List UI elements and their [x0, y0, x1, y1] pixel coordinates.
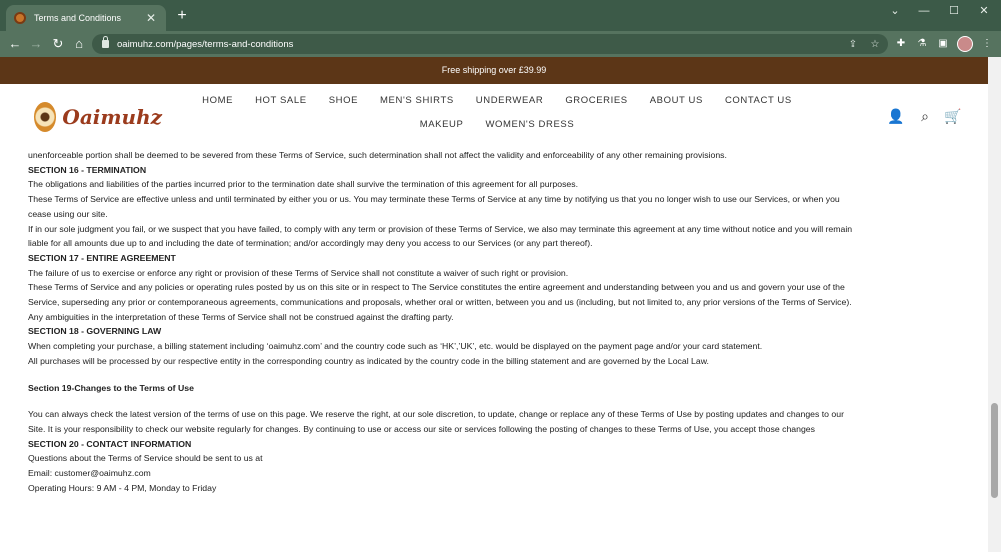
terms-content — [28, 148, 958, 495]
extensions-puzzle-icon[interactable]: ✚ — [896, 38, 906, 49]
paragraph: All purchases will be processed by our respective entity in the corresponding country as indicated by the country code in the billing statement and are governed by the Local Law. — [28, 355, 709, 366]
paragraph: Site. It is your responsibility to check our website regularly for changes. By continuing to use or access our site or services following the posting of changes to these Terms of Use, you accept those changes — [28, 423, 815, 434]
paragraph: Questions about the Terms of Service should be sent to us at — [28, 453, 263, 464]
announcement-bar: Free shipping over £39.99 — [0, 57, 988, 84]
paragraph: cease using our site. — [28, 208, 108, 219]
side-panel-icon[interactable]: ▣ — [938, 38, 948, 49]
forward-arrow-icon[interactable]: → — [29, 36, 43, 51]
paragraph: These Terms of Service are effective unless and until terminated by either you or us. You may terminate these Terms of Service at any time by notifying us that you no longer wish to use our Services, or when you — [28, 194, 840, 205]
nav-hot-sale[interactable]: HOT SALE — [255, 95, 307, 106]
browser-toolbar — [0, 31, 1001, 57]
nav-makeup[interactable]: MAKEUP — [419, 119, 464, 130]
main-navigation — [172, 94, 822, 132]
section-18-heading: SECTION 18 - GOVERNING LAW — [28, 326, 162, 337]
section-19-heading: Section 19-Changes to the Terms of Use — [28, 382, 194, 393]
nav-womens-dress[interactable]: WOMEN'S DRESS — [485, 119, 575, 130]
site-logo[interactable] — [34, 102, 162, 132]
site-header — [0, 84, 988, 148]
paragraph: The failure of us to exercise or enforce any right or provision of these Terms of Service shall not constitute a waiver of such right or provision. — [28, 267, 569, 278]
bookmark-star-icon[interactable]: ☆ — [870, 39, 880, 50]
paragraph: liable for all amounts due up to and including the date of termination; and/or accordingly may deny you access to our Services (or any part thereof). — [28, 238, 593, 249]
browser-menu-icon[interactable]: ⋮ — [982, 38, 992, 49]
scrollbar-thumb[interactable] — [991, 403, 998, 498]
nav-groceries[interactable]: GROCERIES — [565, 95, 628, 106]
section-20-heading: SECTION 20 - CONTACT INFORMATION — [28, 438, 192, 449]
minimize-button[interactable]: — — [918, 5, 930, 17]
section-17-heading: SECTION 17 - ENTIRE AGREEMENT — [28, 252, 176, 263]
lock-icon[interactable] — [102, 40, 109, 48]
nav-about-us[interactable]: ABOUT US — [649, 95, 703, 106]
account-icon[interactable]: 👤 — [887, 108, 905, 124]
address-bar[interactable] — [92, 34, 888, 54]
search-icon[interactable]: ⌕ — [921, 108, 929, 124]
logo-sun-icon — [34, 102, 56, 132]
flask-icon[interactable]: ⚗ — [917, 38, 927, 49]
tab-close-icon[interactable]: ✕ — [145, 11, 157, 25]
contact-email: Email: customer@oaimuhz.com — [28, 468, 151, 479]
operating-hours: Operating Hours: 9 AM - 4 PM, Monday to Friday — [28, 482, 217, 493]
paragraph: Service, superseding any prior or contemporaneous agreements, communications and proposals, whether oral or written, between you and us (including, but not limited to, any prior versions of the Terms of Service). — [28, 297, 852, 308]
logo-text: Oaimuhz — [62, 105, 162, 129]
url-text[interactable]: oaimuhz.com/pages/terms-and-conditions — [117, 38, 294, 50]
nav-shoe[interactable]: SHOE — [328, 95, 359, 106]
home-icon[interactable]: ⌂ — [75, 36, 83, 51]
paragraph: You can always check the latest version of the terms of use on this page. We reserve the right, at our sole discretion, to update, change or replace any of these Terms of Use by posting updates and changes to our — [28, 409, 844, 420]
window-close-button[interactable]: ✕ — [979, 5, 989, 17]
section-16-heading: SECTION 16 - TERMINATION — [28, 164, 147, 175]
profile-avatar[interactable] — [957, 36, 973, 52]
new-tab-button[interactable]: + — [177, 7, 187, 24]
tab-search-chevron-icon[interactable]: ⌄ — [890, 5, 900, 17]
paragraph: These Terms of Service and any policies or operating rules posted by us on this site or in respect to The Service constitutes the entire agreement and understanding between you and us and govern your use of the — [28, 282, 845, 293]
page-scrollbar[interactable] — [988, 57, 1001, 552]
browser-tab[interactable] — [6, 5, 166, 31]
nav-home[interactable]: HOME — [202, 95, 234, 106]
paragraph: unenforceable portion shall be deemed to be severed from these Terms of Service, such determination shall not affect the validity and enforceability of any other remaining provisions. — [28, 150, 727, 160]
paragraph: Any ambiguities in the interpretation of these Terms of Service shall not be construed against the drafting party. — [28, 311, 454, 322]
paragraph: When completing your purchase, a billing statement including ‘oaimuhz.com’ and the country code such as ‘HK’,’UK’, etc. would be displayed on the payment page and/or your card statement. — [28, 341, 763, 352]
browser-tab-bar — [0, 0, 1001, 31]
maximize-button[interactable]: ☐ — [949, 5, 959, 17]
paragraph: If in our sole judgment you fail, or we suspect that you have failed, to comply with any term or provision of these Terms of Service, we also may terminate this agreement at any time without notice and you will remain — [28, 223, 853, 234]
cart-icon[interactable]: 🛒 — [944, 108, 962, 124]
reload-icon[interactable]: ↻ — [52, 36, 64, 51]
back-arrow-icon[interactable]: ← — [8, 36, 22, 51]
nav-underwear[interactable]: UNDERWEAR — [475, 95, 544, 106]
nav-mens-shirts[interactable]: MEN'S SHIRTS — [380, 95, 454, 106]
paragraph: The obligations and liabilities of the parties incurred prior to the termination date shall survive the termination of this agreement for all purposes. — [28, 179, 579, 190]
share-icon[interactable]: ⇪ — [848, 39, 858, 50]
nav-contact-us[interactable]: CONTACT US — [724, 95, 792, 106]
tab-title: Terms and Conditions — [34, 13, 122, 23]
site-favicon-icon — [14, 12, 26, 24]
